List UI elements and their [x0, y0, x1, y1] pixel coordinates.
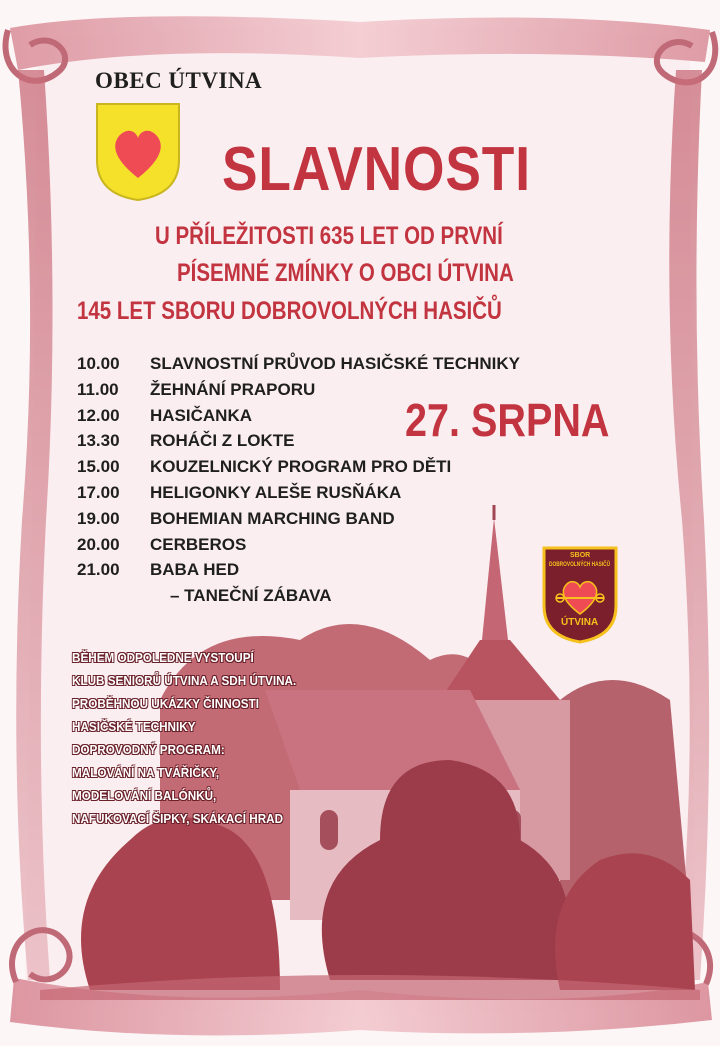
note-line: MODELOVÁNÍ BALÓNKŮ, [72, 788, 217, 803]
note-line: MALOVÁNÍ NA TVÁŘIČKY, [72, 765, 220, 780]
schedule-time: 15.00 [77, 457, 120, 477]
schedule-time: 20.00 [77, 534, 120, 554]
schedule-activity: ŽEHNÁNÍ PRAPORU [150, 379, 316, 399]
schedule-time: 10.00 [77, 354, 120, 373]
schedule-activity: CERBEROS [150, 534, 247, 554]
schedule-activity: BOHEMIAN MARCHING BAND [150, 508, 395, 528]
note-line: DOPROVODNÝ PROGRAM: [72, 742, 225, 757]
subtitle-line-3: 145 LET SBORU DOBROVOLNÝCH HASIČŮ [77, 297, 502, 325]
schedule-activity: KOUZELNICKÝ PROGRAM PRO DĚTI [150, 457, 452, 477]
schedule-activity: ROHÁČI Z LOKTE [150, 431, 295, 451]
badge-arc-text: DOBROVOLNÝCH HASIČŮ [549, 562, 611, 568]
schedule-time: 17.00 [77, 482, 120, 502]
program-notes [72, 650, 372, 850]
event-date: 27. SRPNA [405, 394, 610, 446]
schedule-time: 13.30 [77, 431, 120, 451]
fire-brigade-shield-icon [540, 544, 620, 644]
badge-bottom-text: ÚTVINA [561, 617, 599, 628]
note-line: HASIČSKÉ TECHNIKY [72, 719, 196, 734]
schedule-activity: HELIGONKY ALEŠE RUSŇÁKA [150, 482, 402, 502]
schedule-time: 11.00 [77, 379, 119, 399]
schedule-activity: HASIČANKA [150, 405, 252, 425]
schedule-time: 12.00 [77, 405, 120, 425]
event-title: SLAVNOSTI [222, 135, 531, 204]
note-line: NAFUKOVACÍ ŠIPKY, SKÁKACÍ HRAD [72, 811, 284, 826]
note-line: PROBĚHNOU UKÁZKY ČINNOSTI [72, 696, 260, 711]
coat-of-arms-icon [95, 102, 181, 202]
municipality-name: OBEC ÚTVINA [95, 68, 263, 93]
note-line: KLUB SENIORŮ ÚTVINA A SDH ÚTVINA. [72, 673, 297, 688]
schedule-activity: – TANEČNÍ ZÁBAVA [170, 586, 332, 606]
schedule-activity: SLAVNOSTNÍ PRŮVOD HASIČSKÉ TECHNIKY [150, 354, 520, 373]
schedule-activity: BABA HED [150, 560, 240, 580]
subtitle-line-2: PÍSEMNÉ ZMÍNKY O OBCI ÚTVINA [177, 259, 514, 287]
subtitle-line-1: U PŘÍLEŽITOSTI 635 LET OD PRVNÍ [155, 222, 503, 250]
badge-top-text: SBOR [570, 552, 591, 559]
note-line: BĚHEM ODPOLEDNE VYSTOUPÍ [72, 650, 254, 665]
schedule-time: 21.00 [77, 560, 120, 580]
schedule-time: 19.00 [77, 508, 120, 528]
